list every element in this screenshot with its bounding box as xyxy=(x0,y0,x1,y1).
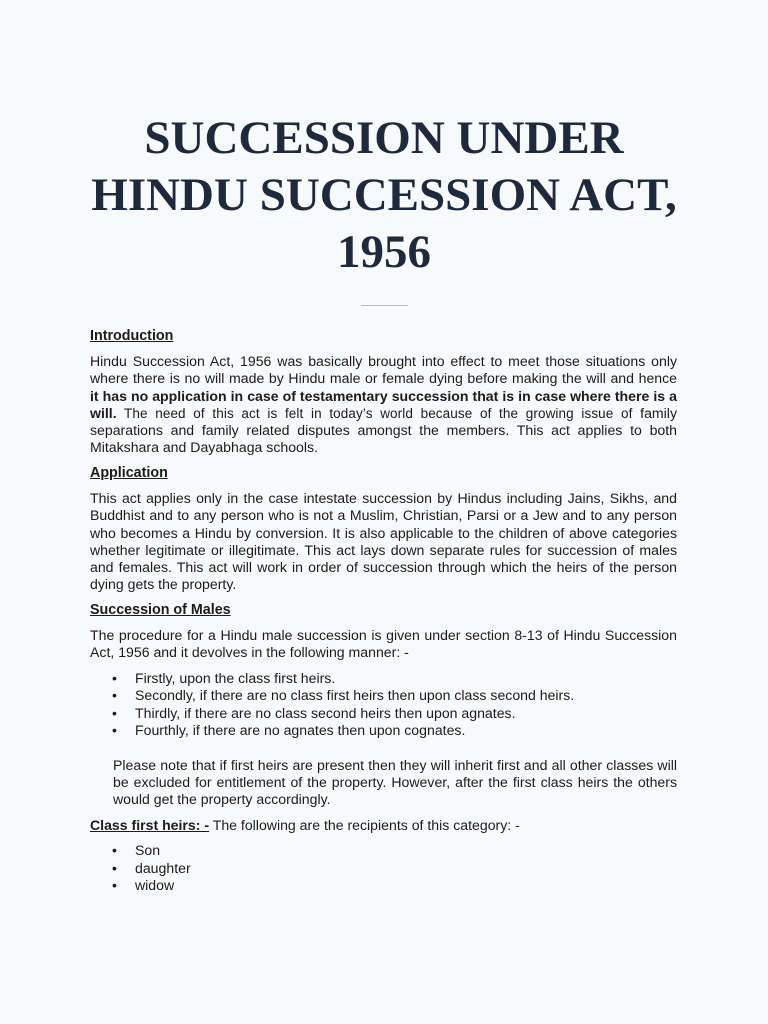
intro-text-c: family separations and family related disputes amongst the members. This act applies to both Mitakshara and Dayabhaga schools. xyxy=(90,404,677,456)
list-item: • daughter xyxy=(112,859,191,876)
document-body xyxy=(90,328,677,895)
title-line-2: HINDU SUCCESSION ACT, xyxy=(91,169,677,221)
heading-introduction: Introduction xyxy=(90,328,174,344)
heading-succession-of-males: Succession of Males xyxy=(90,601,231,618)
intro-text-bold: it has no application in case of testamentary succession that is in case where there is a will. xyxy=(90,387,677,421)
heading-application: Application xyxy=(90,464,168,481)
paragraph-note: Please note that if first heirs are present then they will inherit first and all other classes will be excluded for entitlement of the property. However, after the first class heirs the others would get the property accordingly. xyxy=(113,756,677,807)
list-item: • Fourthly, if there are no agnates then upon cognates. xyxy=(112,722,466,739)
bullet-icon: • xyxy=(112,859,117,876)
bullet-icon: • xyxy=(112,842,117,859)
paragraph-class-first-heirs xyxy=(90,817,677,834)
bullet-icon: • xyxy=(112,877,117,894)
list-item: • Firstly, upon the class first heirs. xyxy=(112,669,336,686)
bullet-icon: • xyxy=(112,687,117,704)
intro-text-b: The need of this act is felt in today’s world because of the growing issue of xyxy=(116,405,633,421)
bullet-icon: • xyxy=(112,722,117,739)
title-line-1: SUCCESSION UNDER xyxy=(144,112,624,164)
intro-text-a: Hindu Succession Act, 1956 was basically brought into effect to meet those situations only where there is no will made by Hindu male or female dying before making the will and hence xyxy=(90,353,677,387)
paragraph-succession-of-males: The procedure for a Hindu male succession is given under section 8-13 of Hindu Succession Act, 1956 and it devolves in the following manner: - xyxy=(90,627,677,661)
list-item: • Son xyxy=(112,842,161,859)
title-line-3: 1956 xyxy=(337,226,431,278)
paragraph-introduction xyxy=(90,353,677,456)
heading-class-first-heirs: Class first heirs: - xyxy=(90,816,210,833)
class-first-text: The following are the recipients of this category: - xyxy=(209,816,520,833)
succession-order-list xyxy=(90,670,677,740)
list-item: • widow xyxy=(112,877,175,894)
class-first-heirs-list xyxy=(90,842,677,894)
paragraph-application: This act applies only in the case intestate succession by Hindus including Jains, Sikhs, and Buddhist and to any person who is not a Muslim, Christian, Parsi or a Jew and to any person who becomes a Hindu by conversion. It is also applicable to the children of above categories whether legitimate or illegitimate. This act lays down separate rules for succession of males and females. This act will work in order of succession through which the heirs of the person dying gets the property. xyxy=(90,490,677,593)
bullet-icon: • xyxy=(112,669,117,686)
document-title xyxy=(60,110,708,281)
title-divider xyxy=(361,305,408,306)
list-item: • Thirdly, if there are no class second heirs then upon agnates. xyxy=(112,704,516,721)
list-item: • Secondly, if there are no class first heirs then upon class second heirs. xyxy=(112,687,575,704)
bullet-icon: • xyxy=(112,704,117,721)
